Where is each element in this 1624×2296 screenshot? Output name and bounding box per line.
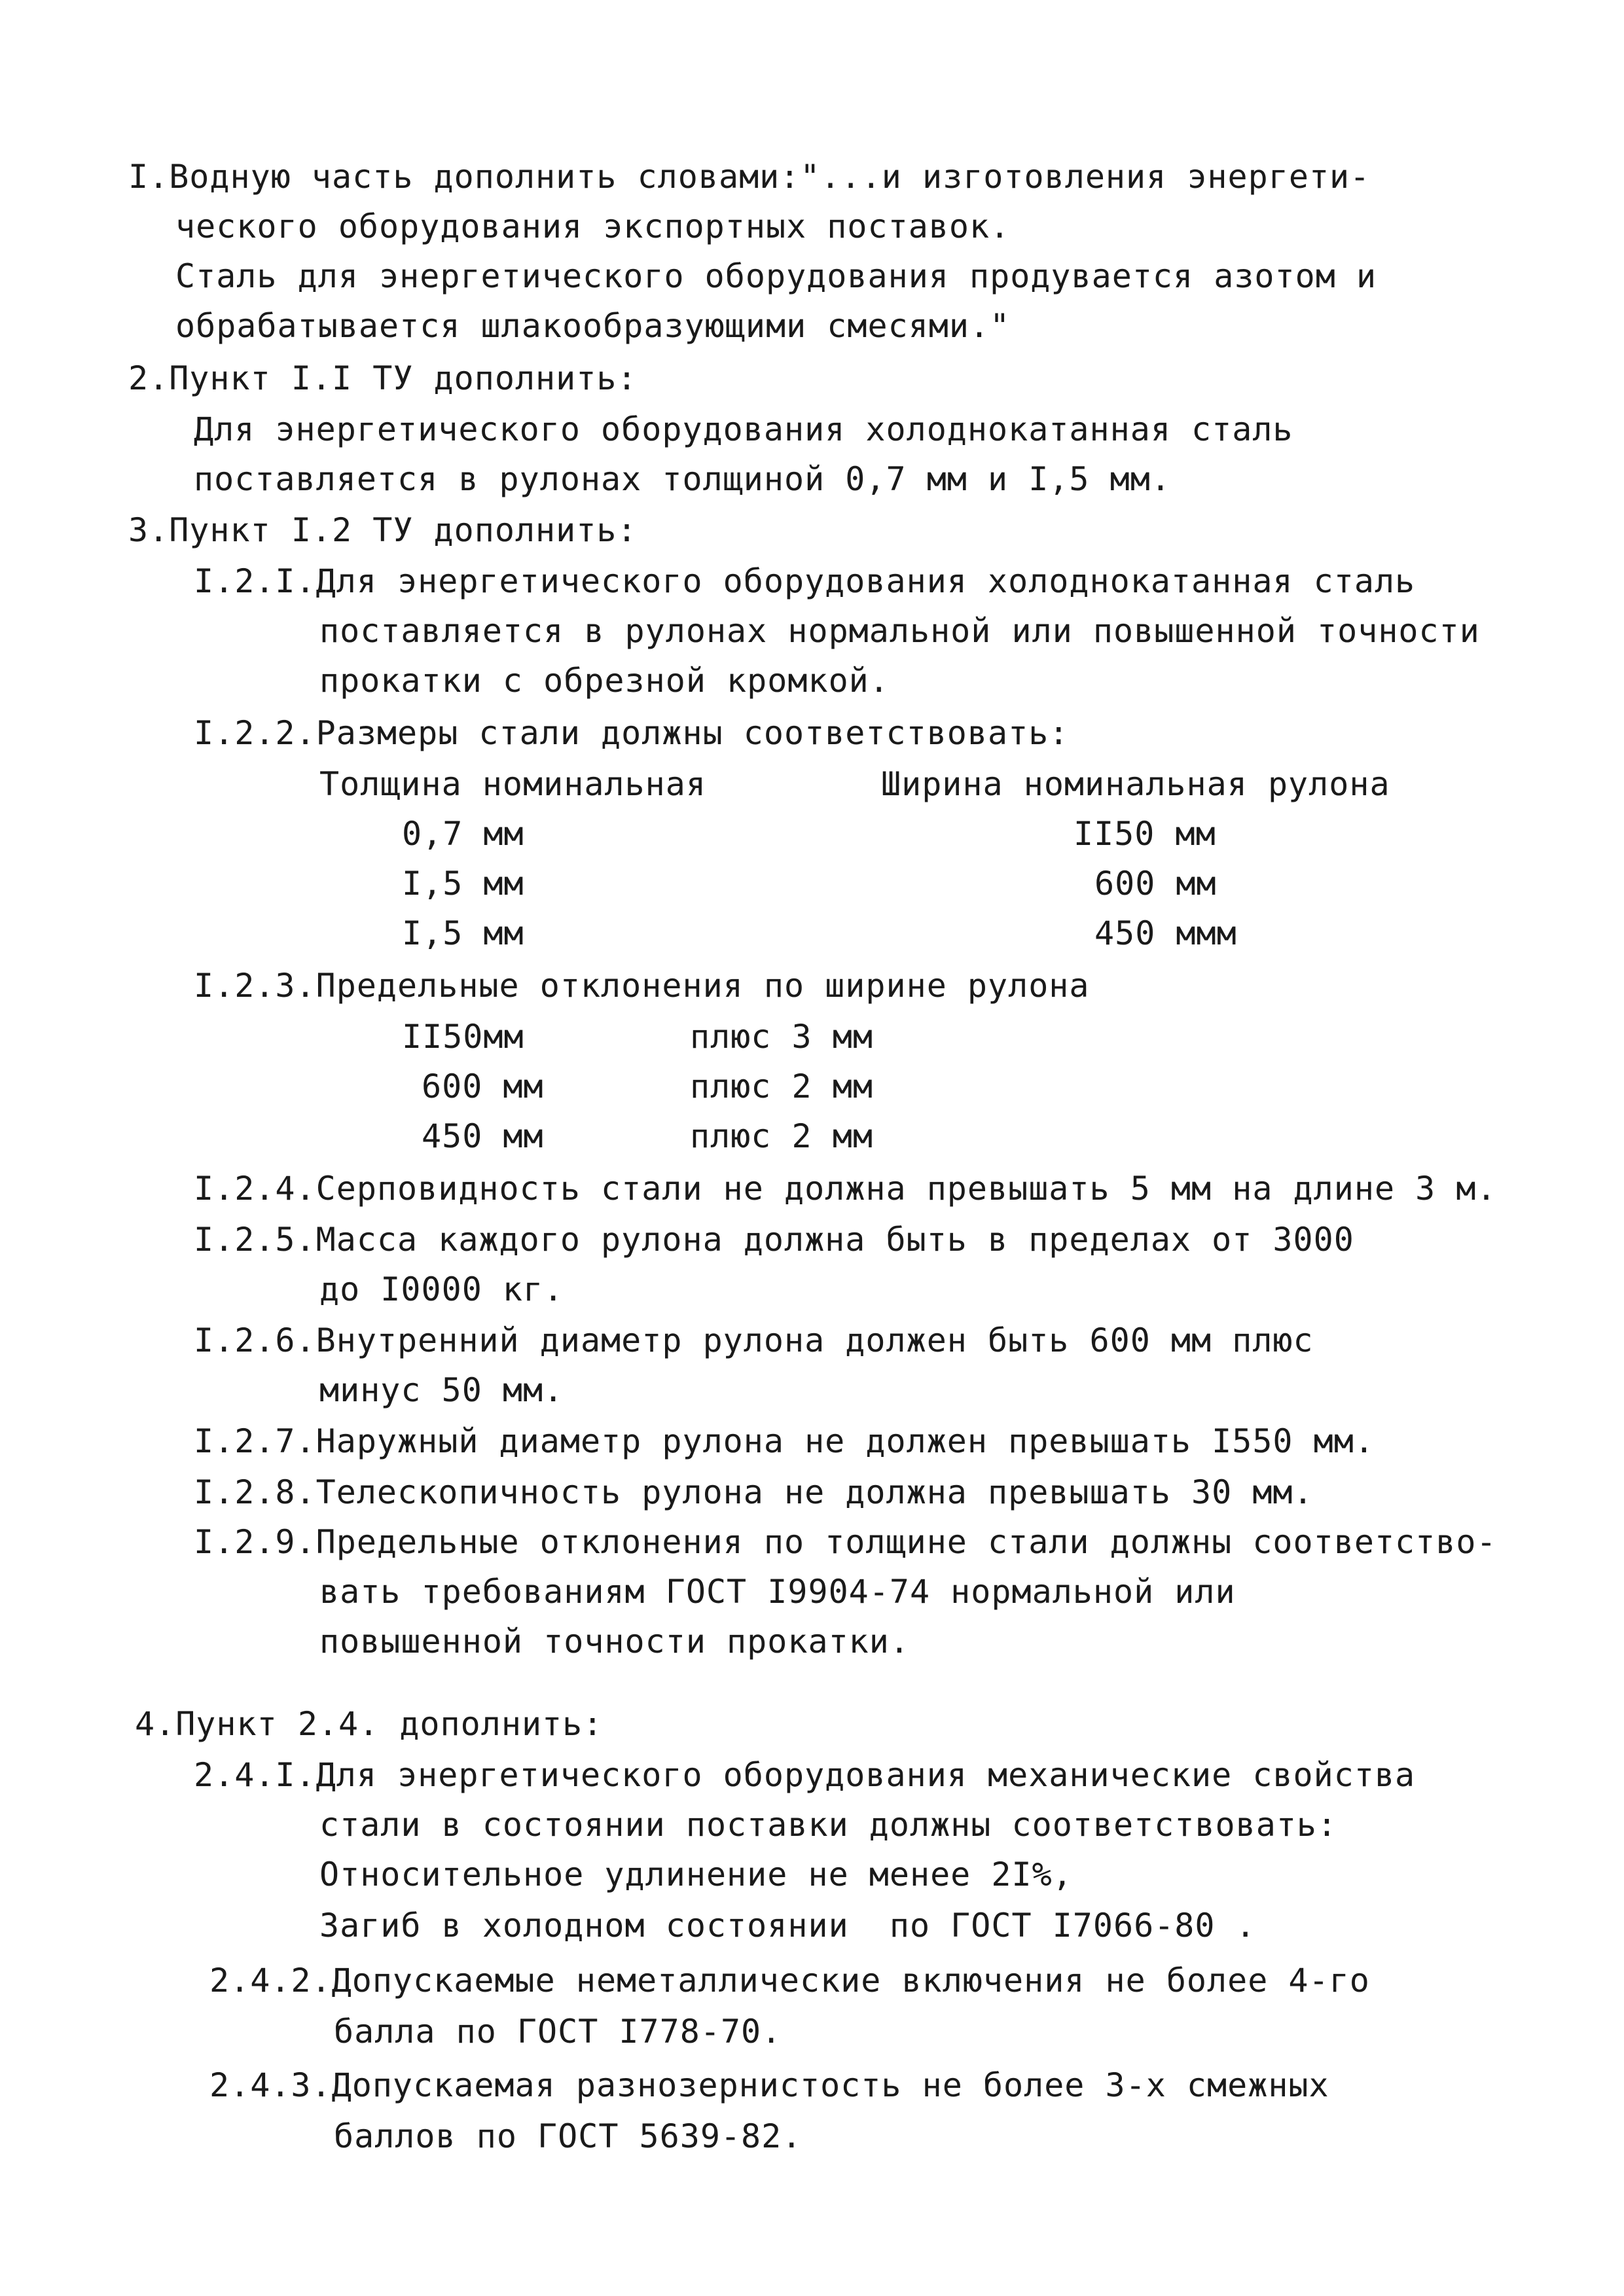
s4-heading: 4.Пункт 2.4. дополнить:	[135, 1705, 604, 1743]
dev-row3-width: 450 мм	[422, 1117, 544, 1155]
p242-line2: балла по ГОСТ I778-70.	[334, 2013, 782, 2051]
size-row1-width: II50 мм	[1074, 815, 1216, 853]
p126-line2: минус 50 мм.	[319, 1371, 564, 1409]
s2-heading: 2.Пункт I.I ТУ дополнить:	[128, 359, 638, 397]
p123-heading: I.2.3.Предельные отклонения по ширине рулона	[194, 967, 1090, 1005]
p241-line3: Относительное удлинение не менее 2I%,	[319, 1856, 1073, 1893]
dev-row3-tol: плюс 2 мм	[690, 1117, 873, 1155]
p129-line1: I.2.9.Предельные отклонения по толщине стали должны соответство-	[194, 1523, 1497, 1561]
size-row3-thickness: I,5 мм	[402, 914, 524, 952]
dev-row2-width: 600 мм	[422, 1067, 544, 1105]
size-row2-width: 600 мм	[1094, 865, 1217, 903]
s2-line2: поставляется в рулонах толщиной 0,7 мм и I,5 мм.	[194, 460, 1171, 498]
p129-line2: вать требованиям ГОСТ I9904-74 нормальной или	[319, 1573, 1236, 1611]
s1-line2: ческого оборудования экспортных поставок.	[175, 207, 1011, 245]
size-row1-thickness: 0,7 мм	[402, 815, 524, 853]
p242-line1: 2.4.2.Допускаемые неметаллические включения не более 4-го	[209, 1962, 1370, 2000]
s3-heading: 3.Пункт I.2 ТУ дополнить:	[128, 511, 638, 549]
p243-line1: 2.4.3.Допускаемая разнозернистость не более 3-х смежных	[209, 2066, 1329, 2104]
s2-line1: Для энергетического оборудования холоднокатанная сталь	[194, 410, 1293, 448]
p125-line1: I.2.5.Масса каждого рулона должна быть в пределах от 3000	[194, 1221, 1354, 1259]
p241-line2: стали в состоянии поставки должны соответствовать:	[319, 1806, 1338, 1844]
dev-row2-tol: плюс 2 мм	[690, 1067, 873, 1105]
size-table-col-width: Ширина номинальная рулона	[881, 765, 1390, 803]
p122-heading: I.2.2.Размеры стали должны соответствовать:	[194, 714, 1070, 752]
p125-line2: до I0000 кг.	[319, 1270, 564, 1308]
p126-line1: I.2.6.Внутренний диаметр рулона должен быть 600 мм плюс	[194, 1321, 1314, 1359]
p127-line: I.2.7.Наружный диаметр рулона не должен превышать I550 мм.	[194, 1422, 1375, 1460]
size-row3-width: 450 ммм	[1094, 914, 1237, 952]
p241-line1: 2.4.I.Для энергетического оборудования механические свойства	[194, 1756, 1416, 1794]
dev-row1-tol: плюс 3 мм	[690, 1018, 873, 1056]
s1-line4: обрабатывается шлакообразующими смесями."	[175, 307, 1011, 345]
dev-row1-width: II50мм	[402, 1018, 524, 1056]
p121-line1: I.2.I.Для энергетического оборудования холоднокатанная сталь	[194, 562, 1416, 600]
p121-line2: поставляется в рулонах нормальной или повышенной точности	[319, 612, 1480, 650]
p129-line3: повышенной точности прокатки.	[319, 1623, 910, 1660]
p121-line3: прокатки с обрезной кромкой.	[319, 662, 890, 700]
p243-line2: баллов по ГОСТ 5639-82.	[334, 2117, 803, 2155]
size-row2-thickness: I,5 мм	[402, 865, 524, 903]
p128-line: I.2.8.Телескопичность рулона не должна превышать 30 мм.	[194, 1473, 1314, 1511]
s1-line3: Сталь для энергетического оборудования продувается азотом и	[175, 257, 1377, 295]
p124-line: I.2.4.Серповидность стали не должна превышать 5 мм на длине 3 м.	[194, 1170, 1497, 1208]
s1-line1: I.Водную часть дополнить словами:"...и изготовления энергети-	[128, 158, 1371, 196]
size-table-col-thickness: Толщина номинальная	[319, 765, 706, 803]
p241-line4: Загиб в холодном состоянии по ГОСТ I7066-80 .	[319, 1907, 1256, 1945]
